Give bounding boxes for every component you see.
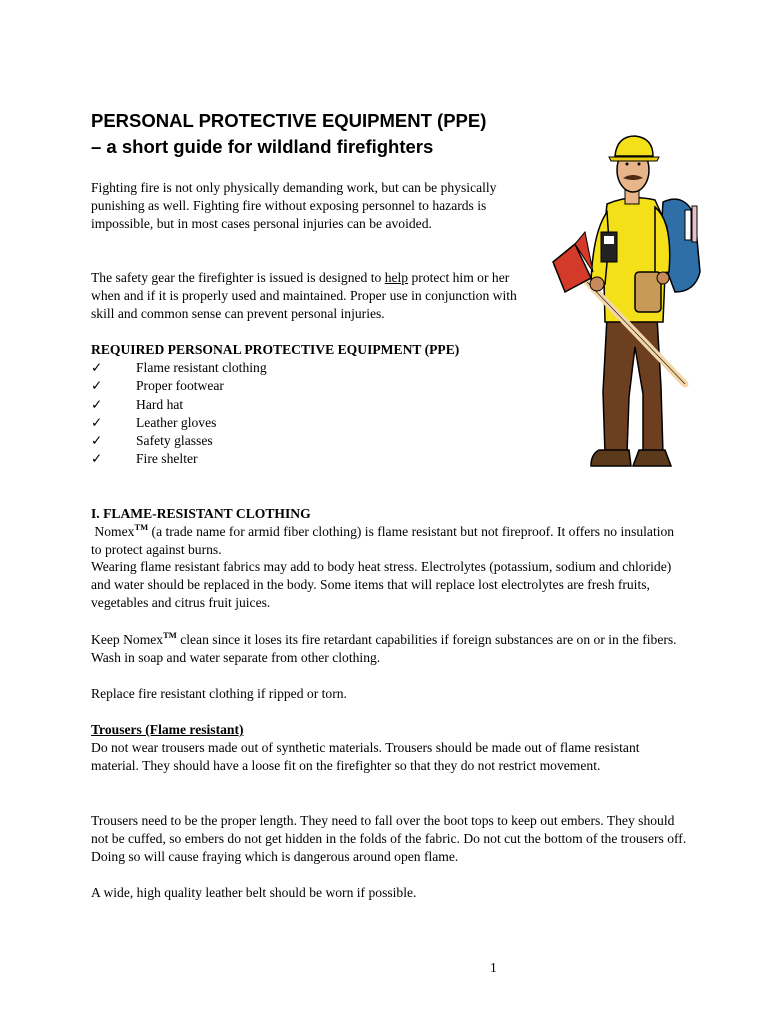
title-line-2: – a short guide for wildland firefighters — [91, 136, 434, 157]
help-emphasis: help — [384, 270, 409, 285]
list-item-label: Hard hat — [136, 396, 184, 412]
safety-gear-paragraph — [91, 269, 531, 323]
trousers-heading: Trousers (Flame resistant) — [91, 722, 244, 737]
checkmark-icon: ✓ — [91, 396, 103, 412]
list-item-label: Flame resistant clothing — [136, 360, 267, 375]
title-line-1: PERSONAL PROTECTIVE EQUIPMENT (PPE) — [91, 110, 487, 131]
trousers-paragraph-1: Do not wear trousers made out of synthetic materials. Trousers should be made out of flame resistant material. They should have a loose fit on the firefighter so that they do not restrict movement. — [91, 740, 640, 773]
heat-stress-paragraph: Wearing flame resistant fabrics may add to body heat stress. Electrolytes (potassium, sodium and chloride) and water should be replaced in the body. Some items that will replace lost electrolytes are fresh fruits, vegetables and citrus fruit juices. — [91, 559, 672, 610]
keep-nomex-prefix: Keep Nomex — [91, 632, 164, 647]
nomex-description-text: (a trade name for armid fiber clothing) is flame resistant but not fireproof. It offers no insulation to protect against burns. — [91, 524, 675, 557]
safety-text-start: The safety gear the firefighter is issued is designed to — [91, 270, 385, 285]
required-ppe-heading: REQUIRED PERSONAL PROTECTIVE EQUIPMENT (PPE) — [91, 342, 460, 357]
list-item-label: Fire shelter — [136, 451, 198, 467]
list-item-label: Leather gloves — [136, 414, 217, 430]
list-item — [91, 396, 267, 414]
list-item — [91, 359, 267, 377]
list-item-label: Proper footwear — [136, 378, 224, 394]
belt-paragraph: A wide, high quality leather belt should be worn if possible. — [91, 885, 417, 900]
firefighter-illustration — [535, 132, 715, 472]
checkmark-icon: ✓ — [91, 360, 103, 375]
keep-nomex-text: clean since it loses its fire retardant capabilities if foreign substances are on or in the fibers. Wash in soap and water separate from other clothing. — [91, 632, 677, 665]
required-ppe-list — [91, 359, 267, 469]
checkmark-icon: ✓ — [91, 378, 103, 394]
flame-resistant-clothing-heading: I. FLAME-RESISTANT CLOTHING — [91, 506, 311, 521]
list-item — [91, 377, 267, 395]
document-title — [91, 108, 531, 160]
replace-clothing-paragraph: Replace fire resistant clothing if ripped or torn. — [91, 686, 347, 701]
nomex-description — [91, 523, 687, 559]
keep-nomex-clean-paragraph — [91, 631, 687, 667]
trademark-mark: TM — [134, 522, 149, 532]
trademark-mark: TM — [163, 630, 177, 640]
page-number: 1 — [490, 960, 497, 975]
trousers-paragraph-2: Trousers need to be the proper length. They need to fall over the boot tops to keep out embers. They should not be cuffed, so embers do not get hidden in the folds of the fabric. Do not cut the bottom of the trousers off. Doing so will cause fraying which is dangerous around open flame. — [91, 813, 687, 864]
list-item — [91, 414, 267, 432]
nomex-word: Nomex — [94, 524, 135, 539]
safety-text-end: protect him or her when and if it is properly used and maintained. Proper use in conjunction with skill and common sense can prevent personal injuries. — [91, 270, 517, 321]
checkmark-icon: ✓ — [91, 433, 103, 449]
intro-paragraph: Fighting fire is not only physically demanding work, but can be physically punishing as well. Fighting fire without exposing personnel to hazards is impossible, but in most cases personal injuries can be avoided. — [91, 180, 497, 231]
checkmark-icon: ✓ — [91, 451, 103, 467]
checkmark-icon: ✓ — [91, 414, 103, 430]
list-item — [91, 450, 267, 468]
list-item — [91, 432, 267, 450]
list-item-label: Safety glasses — [136, 433, 213, 449]
